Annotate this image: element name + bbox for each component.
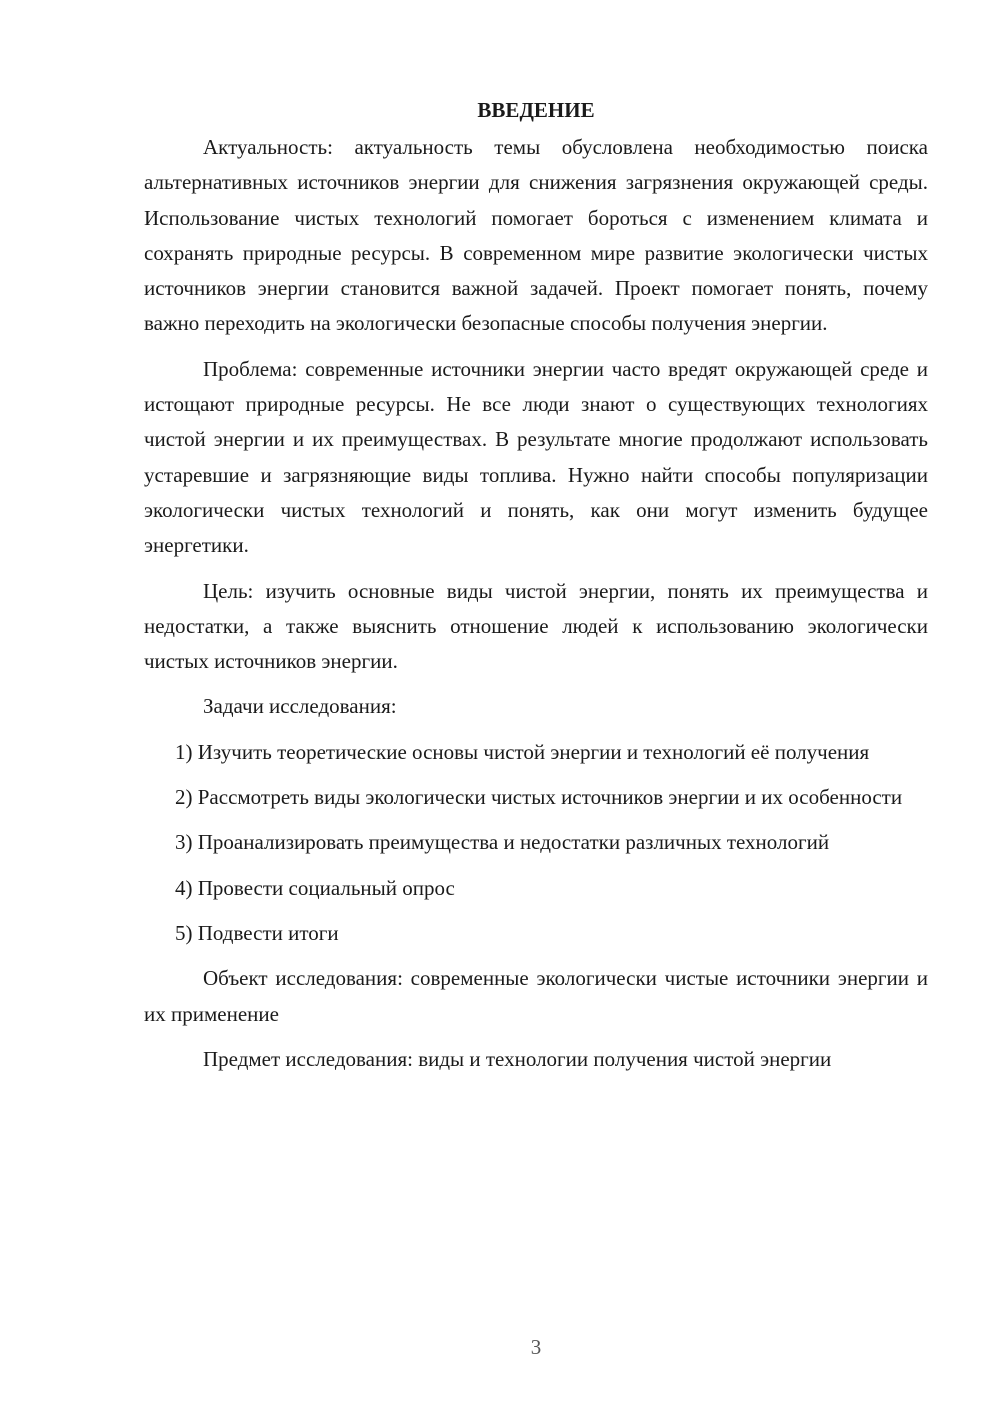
relevance-paragraph: Актуальность: актуальность темы обусловлена необходимостью поиска альтернативных источников энергии для снижения загрязнения окружающей среды. Использование чистых технологий помогает бороться с изменением климата и сохранять природные ресурсы. В современном мире развитие экологически чистых источников энергии становится важной задачей. Проект помогает понять, почему важно переходить на экологически безопасные способы получения энергии. <box>144 135 928 336</box>
task-item: 3) Проанализировать преимущества и недостатки различных технологий <box>175 830 830 855</box>
tasks-list <box>144 735 928 951</box>
goal-paragraph: Цель: изучить основные виды чистой энергии, понять их преимущества и недостатки, а также выяснить отношение людей к использованию экологически чистых источников энергии. <box>144 578 928 674</box>
page-number: 3 <box>530 1335 542 1359</box>
tasks-heading: Задачи исследования: <box>203 694 397 719</box>
problem-paragraph: Проблема: современные источники энергии часто вредят окружающей среде и истощают природные ресурсы. Не все люди знают о существующих технологиях чистой энергии и их преимуществах. В результате многие продолжают использовать устаревшие и загрязняющие виды топлива. Нужно найти способы популяризации экологически чистых технологий и понять, как они могут изменить будущее энергетики. <box>144 356 928 558</box>
task-item: 2) Рассмотреть виды экологически чистых источников энергии и их особенности <box>175 785 903 810</box>
task-item: 1) Изучить теоретические основы чистой энергии и технологий её получения <box>175 739 870 764</box>
task-item: 5) Подвести итоги <box>175 920 339 945</box>
page-number-footer <box>0 1333 1000 1361</box>
document-page <box>144 92 928 1087</box>
task-item: 4) Провести социальный опрос <box>175 875 455 900</box>
subject-paragraph: Предмет исследования: виды и технологии получения чистой энергии <box>203 1046 832 1071</box>
object-paragraph: Объект исследования: современные экологически чистые источники энергии и их применение <box>144 966 928 1026</box>
section-title: ВВЕДЕНИЕ <box>477 98 595 122</box>
